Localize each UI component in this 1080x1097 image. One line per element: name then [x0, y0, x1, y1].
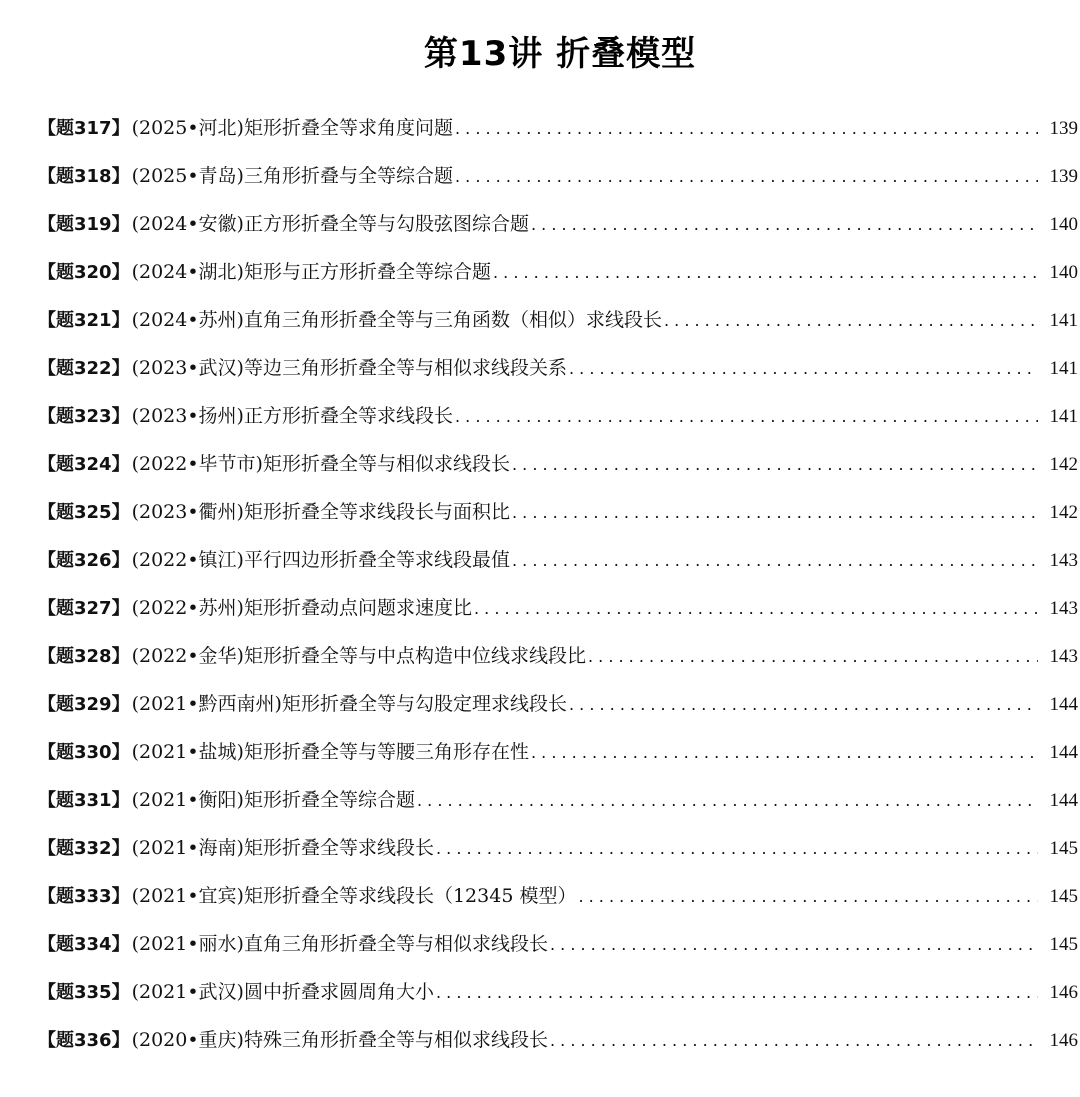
- dot-leader: [550, 1031, 1038, 1050]
- problem-topic: 矩形折叠全等求线段长与面积比: [243, 501, 510, 523]
- page-number: 146: [1049, 982, 1078, 1003]
- problem-topic: 正方形折叠全等求线段长: [243, 405, 453, 427]
- problem-source: (2021•黔西南州): [131, 693, 282, 715]
- problem-number: 【题318】: [38, 166, 130, 187]
- problem-topic: 矩形折叠全等与勾股定理求线段长: [281, 693, 567, 715]
- problem-topic: 等边三角形折叠全等与相似求线段关系: [243, 357, 567, 379]
- toc-entry[interactable]: [38, 161, 1078, 209]
- problem-source: (2024•安徽): [131, 213, 244, 235]
- page-number: 143: [1049, 598, 1078, 619]
- dot-leader: [569, 695, 1038, 714]
- page-number: 144: [1049, 694, 1078, 715]
- toc-entry[interactable]: [38, 545, 1078, 593]
- page-number: 142: [1049, 454, 1078, 475]
- dot-leader: [417, 791, 1038, 810]
- problem-topic: 矩形与正方形折叠全等综合题: [243, 261, 491, 283]
- problem-source: (2022•毕节市): [131, 453, 263, 475]
- problem-source: (2021•盐城): [131, 741, 244, 763]
- problem-number: 【题327】: [38, 598, 130, 619]
- problem-number: 【题336】: [38, 1030, 130, 1051]
- dot-leader: [455, 119, 1038, 138]
- problem-source: (2024•苏州): [131, 309, 244, 331]
- problem-source: (2024•湖北): [131, 261, 244, 283]
- table-of-contents: [38, 113, 1078, 1073]
- toc-entry[interactable]: [38, 833, 1078, 881]
- dot-leader: [531, 743, 1038, 762]
- problem-source: (2021•衡阳): [131, 789, 244, 811]
- problem-source: (2025•河北): [131, 117, 244, 139]
- problem-source: (2023•扬州): [131, 405, 244, 427]
- problem-topic: 三角形折叠与全等综合题: [243, 165, 453, 187]
- problem-source: (2021•丽水): [131, 933, 244, 955]
- toc-entry[interactable]: [38, 785, 1078, 833]
- page-number: 145: [1049, 934, 1078, 955]
- toc-entry[interactable]: [38, 257, 1078, 305]
- problem-number: 【题320】: [38, 262, 130, 283]
- toc-entry[interactable]: [38, 881, 1078, 929]
- dot-leader: [436, 983, 1038, 1002]
- page-number: 139: [1049, 166, 1078, 187]
- dot-leader: [512, 455, 1038, 474]
- page-number: 143: [1049, 550, 1078, 571]
- page-number: 144: [1049, 742, 1078, 763]
- toc-entry[interactable]: [38, 593, 1078, 641]
- page-number: 139: [1049, 118, 1078, 139]
- dot-leader: [550, 935, 1038, 954]
- page-number: 140: [1049, 262, 1078, 283]
- dot-leader: [455, 167, 1038, 186]
- toc-entry[interactable]: [38, 689, 1078, 737]
- problem-source: (2021•武汉): [131, 981, 244, 1003]
- problem-number: 【题331】: [38, 790, 130, 811]
- problem-number: 【题335】: [38, 982, 130, 1003]
- dot-leader: [578, 887, 1038, 906]
- problem-source: (2022•金华): [131, 645, 244, 667]
- toc-entry[interactable]: [38, 1025, 1078, 1073]
- problem-topic: 正方形折叠全等与勾股弦图综合题: [243, 213, 529, 235]
- problem-number: 【题334】: [38, 934, 130, 955]
- problem-topic: 矩形折叠全等与中点构造中位线求线段比: [243, 645, 586, 667]
- problem-source: (2022•苏州): [131, 597, 244, 619]
- problem-topic: 矩形折叠全等求线段长（12345 模型）: [243, 885, 577, 907]
- problem-topic: 直角三角形折叠全等与相似求线段长: [243, 933, 548, 955]
- problem-number: 【题323】: [38, 406, 130, 427]
- toc-entry[interactable]: [38, 353, 1078, 401]
- problem-number: 【题322】: [38, 358, 130, 379]
- page-number: 141: [1049, 358, 1078, 379]
- dot-leader: [531, 215, 1038, 234]
- problem-source: (2022•镇江): [131, 549, 244, 571]
- problem-topic: 矩形折叠动点问题求速度比: [243, 597, 472, 619]
- page-number: 145: [1049, 886, 1078, 907]
- problem-number: 【题328】: [38, 646, 130, 667]
- page-number: 141: [1049, 406, 1078, 427]
- dot-leader: [455, 407, 1038, 426]
- problem-number: 【题325】: [38, 502, 130, 523]
- problem-number: 【题330】: [38, 742, 130, 763]
- dot-leader: [493, 263, 1038, 282]
- toc-entry[interactable]: [38, 497, 1078, 545]
- toc-entry[interactable]: [38, 977, 1078, 1025]
- problem-source: (2021•宜宾): [131, 885, 244, 907]
- page-title: 第13讲 折叠模型: [423, 34, 697, 74]
- problem-topic: 矩形折叠全等与相似求线段长: [262, 453, 510, 475]
- dot-leader: [569, 359, 1038, 378]
- problem-topic: 圆中折叠求圆周角大小: [243, 981, 434, 1003]
- problem-number: 【题326】: [38, 550, 130, 571]
- problem-topic: 特殊三角形折叠全等与相似求线段长: [243, 1029, 548, 1051]
- problem-topic: 矩形折叠全等与等腰三角形存在性: [243, 741, 529, 763]
- toc-entry[interactable]: [38, 737, 1078, 785]
- toc-entry[interactable]: [38, 641, 1078, 689]
- toc-entry[interactable]: [38, 401, 1078, 449]
- problem-number: 【题333】: [38, 886, 130, 907]
- problem-number: 【题329】: [38, 694, 130, 715]
- page-number: 143: [1049, 646, 1078, 667]
- problem-topic: 矩形折叠全等求线段长: [243, 837, 434, 859]
- page-number: 144: [1049, 790, 1078, 811]
- problem-topic: 平行四边形折叠全等求线段最值: [243, 549, 510, 571]
- problem-topic: 矩形折叠全等综合题: [243, 789, 415, 811]
- page-number: 145: [1049, 838, 1078, 859]
- page-number: 142: [1049, 502, 1078, 523]
- dot-leader: [512, 503, 1038, 522]
- page-number: 146: [1049, 1030, 1078, 1051]
- problem-number: 【题317】: [38, 118, 130, 139]
- toc-entry[interactable]: [38, 929, 1078, 977]
- dot-leader: [588, 647, 1038, 666]
- dot-leader: [474, 599, 1038, 618]
- dot-leader: [512, 551, 1038, 570]
- problem-number: 【题319】: [38, 214, 130, 235]
- toc-entry[interactable]: [38, 449, 1078, 497]
- problem-source: (2023•武汉): [131, 357, 244, 379]
- problem-number: 【题324】: [38, 454, 130, 475]
- dot-leader: [664, 311, 1038, 330]
- problem-source: (2025•青岛): [131, 165, 244, 187]
- problem-number: 【题332】: [38, 838, 130, 859]
- problem-source: (2023•衢州): [131, 501, 244, 523]
- dot-leader: [436, 839, 1038, 858]
- problem-source: (2021•海南): [131, 837, 244, 859]
- problem-number: 【题321】: [38, 310, 130, 331]
- page-number: 141: [1049, 310, 1078, 331]
- page-number: 140: [1049, 214, 1078, 235]
- problem-source: (2020•重庆): [131, 1029, 244, 1051]
- toc-entry[interactable]: [38, 209, 1078, 257]
- toc-entry[interactable]: [38, 113, 1078, 161]
- toc-entry[interactable]: [38, 305, 1078, 353]
- problem-topic: 矩形折叠全等求角度问题: [243, 117, 453, 139]
- problem-topic: 直角三角形折叠全等与三角函数（相似）求线段长: [243, 309, 662, 331]
